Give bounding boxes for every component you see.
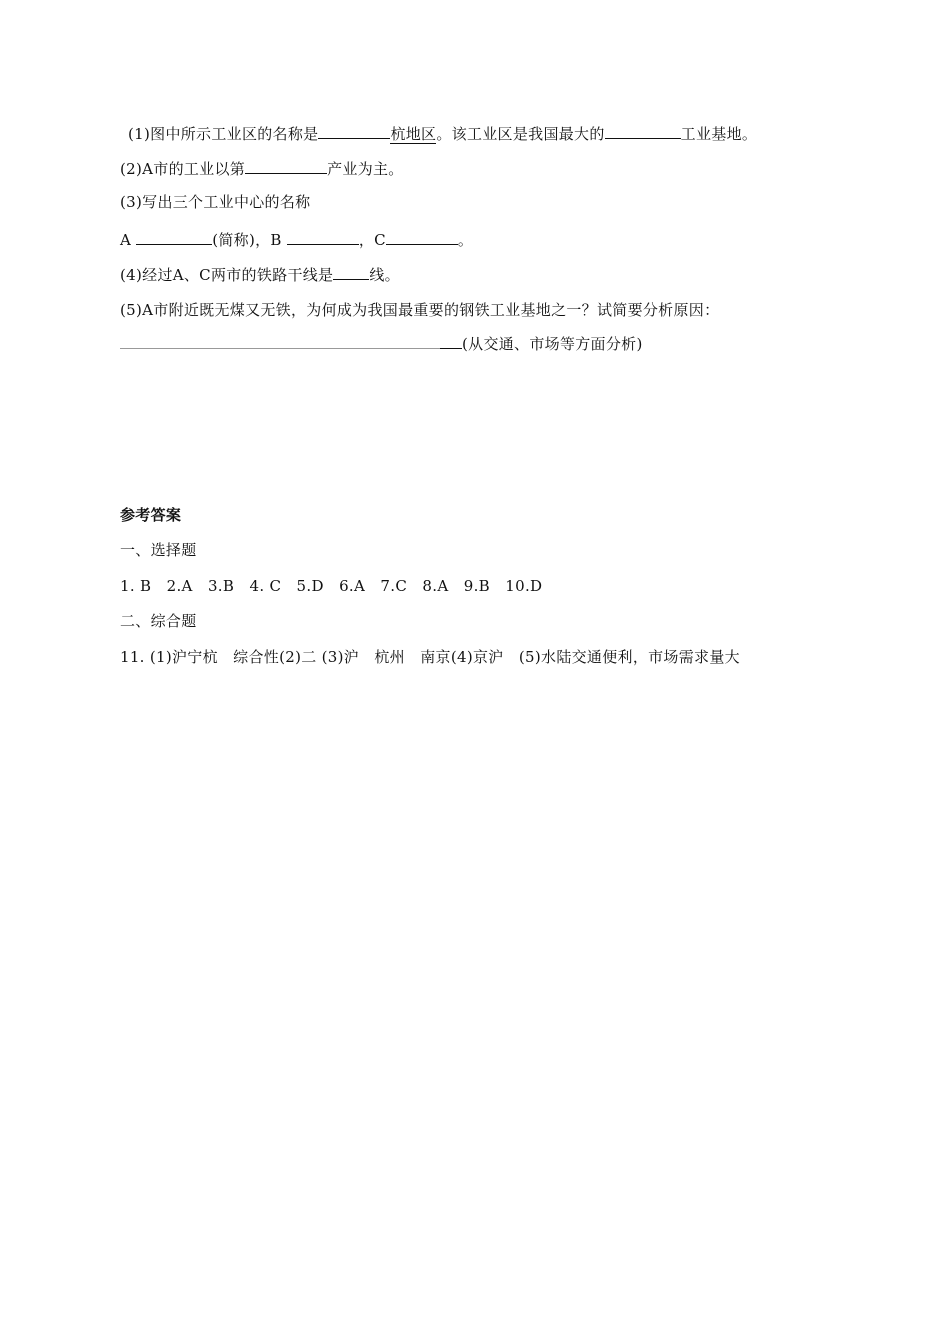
- answer-blank: [287, 228, 359, 245]
- question-1-suffix: 工业基地。: [680, 125, 758, 143]
- question-5-answer-line: [120, 334, 643, 354]
- answer-blank: [318, 122, 390, 139]
- answer-blank: [440, 334, 462, 349]
- question-4: [120, 263, 400, 285]
- section-1-answers: 1. B 2.A 3.B 4. C 5.D 6.A 7.C 8.A 9.B 10.D: [120, 577, 543, 595]
- question-4-suffix: 线。: [369, 266, 400, 284]
- question-2-prefix: (2)A市的工业以第: [120, 160, 246, 178]
- question-1-underlined: 杭地区: [390, 125, 437, 143]
- question-5-hint: (从交通、市场等方面分析): [462, 335, 643, 353]
- question-2-suffix: 产业为主。: [327, 160, 404, 178]
- question-3-b-suffix: ，C: [358, 231, 386, 249]
- question-3-a-label: A: [120, 231, 137, 249]
- section-2-answers: 11. (1)沪宁杭 综合性(2)二 (3)沪 杭州 南京(4)京沪 (5)水陆交通便利，市场需求量大: [120, 648, 740, 666]
- question-1: [128, 122, 757, 144]
- answers-title: 参考答案: [120, 506, 182, 524]
- question-1-prefix: (1)图中所示工业区的名称是: [128, 125, 319, 143]
- question-3: [120, 192, 310, 212]
- question-2: [120, 157, 404, 179]
- question-3-text: (3)写出三个工业中心的名称: [120, 193, 311, 211]
- answer-blank: [386, 228, 458, 245]
- question-3-a-suffix: (简称)，B: [212, 231, 287, 249]
- answer-blank: [605, 122, 681, 139]
- section-1-title: 一、选择题: [120, 541, 197, 559]
- question-5: [120, 300, 719, 320]
- question-3-c-suffix: 。: [457, 231, 474, 249]
- question-5-text: (5)A市附近既无煤又无铁，为何成为我国最重要的钢铁工业基地之一？试简要分析原因：: [120, 301, 720, 319]
- answer-blank: [245, 157, 327, 174]
- section-2-title: 二、综合题: [120, 612, 197, 630]
- answer-blank: [120, 334, 440, 349]
- answer-blank: [136, 228, 212, 245]
- question-3-answers: [120, 228, 473, 250]
- answer-blank: [333, 263, 369, 280]
- question-4-prefix: (4)经过A、C两市的铁路干线是: [120, 266, 334, 284]
- question-1-middle: 。该工业区是我国最大的: [436, 125, 605, 143]
